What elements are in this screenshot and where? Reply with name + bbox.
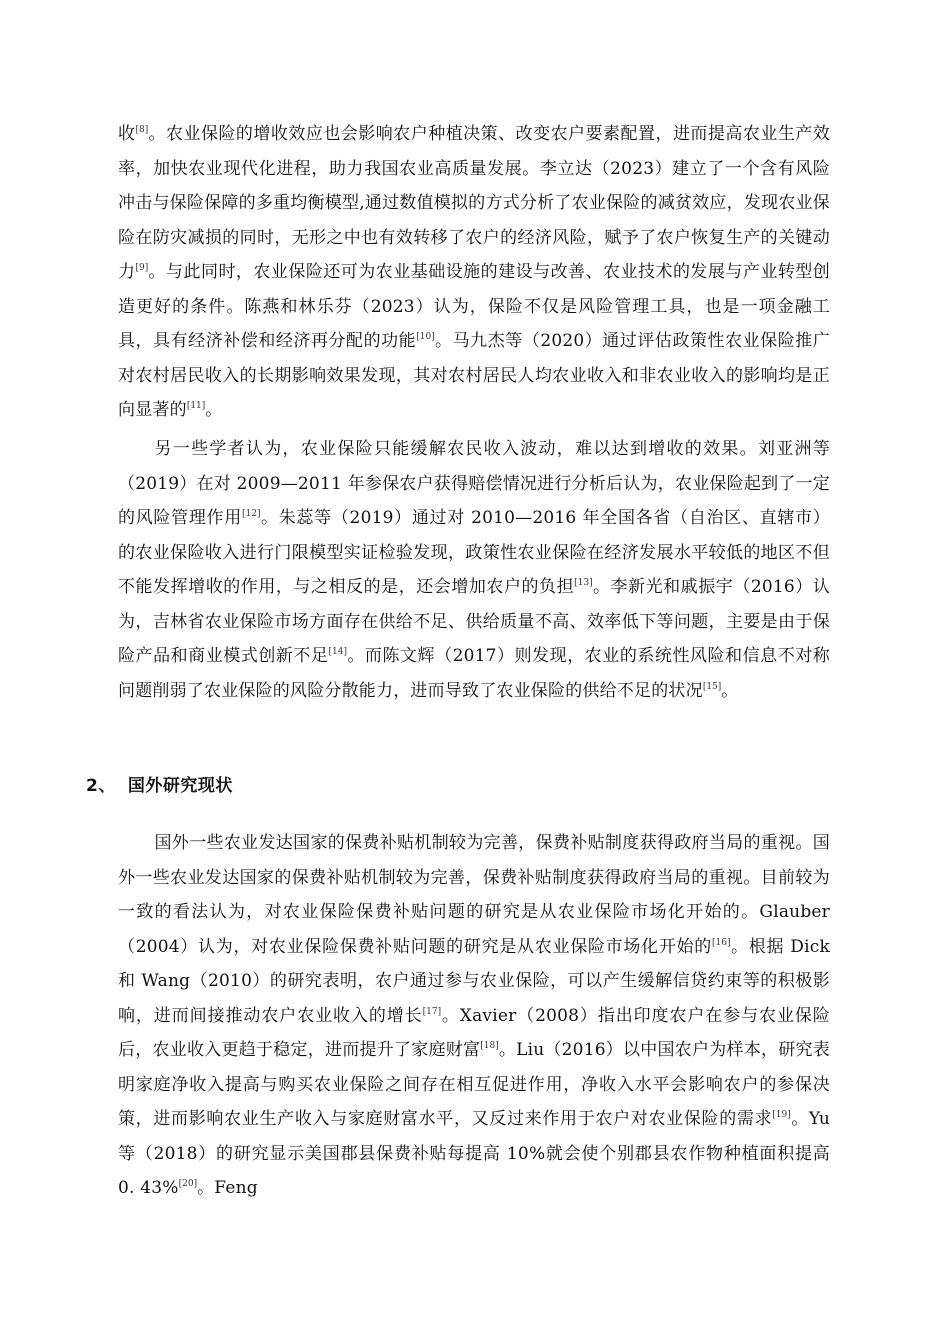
citation-ref: [8] bbox=[135, 125, 149, 135]
citation-ref: [10] bbox=[416, 332, 435, 342]
text-run: 。农业保险的增收效应也会影响农户种植决策、改变农户要素配置，进而提高农业生产效率，加快农业现代化进程，助力我国农业高质量发展。李立达（2023）建立了一个含有风险冲击与保险保障的多重均衡模型,通过数值模拟的方式分析了农业保险的减贫效应，发现农业保险在防灾减损的同时，无形之中也有效转移了农户的经济风险，赋予了农户恢复生产的关键动力 bbox=[118, 124, 830, 282]
text-run: 。Xavier（2008）指出印度农户在参与农业保险后，农业收入更趋于稳定，进而提升了家庭财富 bbox=[118, 1005, 830, 1060]
text-run: 。与此同时，农业保险还可为农业基础设施的建设与改善、农业技术的发展与产业转型创造更好的条件。陈燕和林乐芬（2023）认为，保险不仅是风险管理工具，也是一项金融工具，具有经济补偿和经济再分配的功能 bbox=[118, 262, 830, 351]
text-run: 另一些学者认为，农业保险只能缓解农民收入波动，难以达到增收的效果。刘亚洲等（2019）在对 2009—2011 年参保农户获得赔偿情况进行分析后认为，农业保险起到了一定的风险管理作用 bbox=[118, 439, 830, 528]
text-run: 。 bbox=[205, 400, 223, 420]
text-run: 。Liu（2016）以中国农户为样本，研究表明家庭净收入提高与购买农业保险之间存在相互促进作用，净收入水平会影响农户的参保决策，进而影响农业生产收入与家庭财富水平，又反过来作用于农户对农业保险的需求 bbox=[118, 1040, 830, 1129]
text-run: 。Yu 等（2018）的研究显示美国郡县保费补贴每提高 10%就会使个别郡县农作物种植面积提高 0. 43% bbox=[118, 1109, 830, 1198]
text-run: 。李新光和戚振宇（2016）认为，吉林省农业保险市场方面存在供给不足、供给质量不高、效率低下等问题，主要是由于保险产品和商业模式创新不足 bbox=[118, 577, 831, 666]
section-number: 2、 bbox=[86, 776, 116, 796]
citation-ref: [9] bbox=[135, 263, 149, 273]
text-run: 。而陈文辉（2017）则发现，农业的系统性风险和信息不对称问题削弱了农业保险的风险分散能力，进而导致了农业保险的供给不足的状况 bbox=[118, 646, 831, 701]
paragraph-foreign-research bbox=[118, 826, 830, 1206]
text-run: 。马九杰等（2020）通过评估政策性农业保险推广对农村居民收入的长期影响效果发现，其对农村居民人均农业收入和非农业收入的影响均是正向显著的 bbox=[118, 331, 830, 420]
citation-ref: [11] bbox=[186, 401, 206, 411]
section-heading bbox=[86, 770, 233, 802]
citation-ref: [16] bbox=[712, 937, 731, 948]
citation-ref: [13] bbox=[574, 578, 593, 588]
section-title: 国外研究现状 bbox=[127, 776, 233, 796]
citation-ref: [19] bbox=[772, 1110, 791, 1120]
text-run: 收 bbox=[118, 124, 136, 144]
text-run: 国外一些农业发达国家的保费补贴机制较为完善，保费补贴制度获得政府当局的重视。国外一些农业发达国家的保费补贴机制较为完善，保费补贴制度获得政府当局的重视。目前较为一致的看法认为，对农业保险保费补贴问题的研究是从农业保险市场化开始的。Glauber（2004）认为，对农业保险保费补贴问题的研究是从农业保险市场化开始的 bbox=[118, 833, 830, 957]
citation-ref: [15] bbox=[702, 681, 722, 692]
citation-ref: [20] bbox=[178, 1179, 198, 1189]
citation-ref: [17] bbox=[422, 1006, 442, 1017]
text-run: 。Feng bbox=[197, 1178, 258, 1198]
text-run: 。 bbox=[721, 680, 739, 701]
paragraph-domestic-positive bbox=[118, 117, 830, 428]
text-run: 。朱蕊等（2019）通过对 2010—2016 年全国各省（自治区、直辖市）的农业保险收入进行门限模型实证检验发现，政策性农业保险在经济发展水平较低的地区不但不能发挥增收的作用，与之相反的是，还会增加农户的负担 bbox=[118, 508, 831, 597]
citation-ref: [12] bbox=[242, 509, 261, 519]
citation-ref: [18] bbox=[480, 1041, 499, 1051]
text-run: 。根据 Dick 和 Wang（2010）的研究表明，农户通过参与农业保险，可以产生缓解信贷约束等的积极影响，进而间接推动农户农业收入的增长 bbox=[118, 936, 830, 1026]
paragraph-domestic-skeptical bbox=[118, 432, 830, 708]
citation-ref: [14] bbox=[328, 647, 348, 657]
